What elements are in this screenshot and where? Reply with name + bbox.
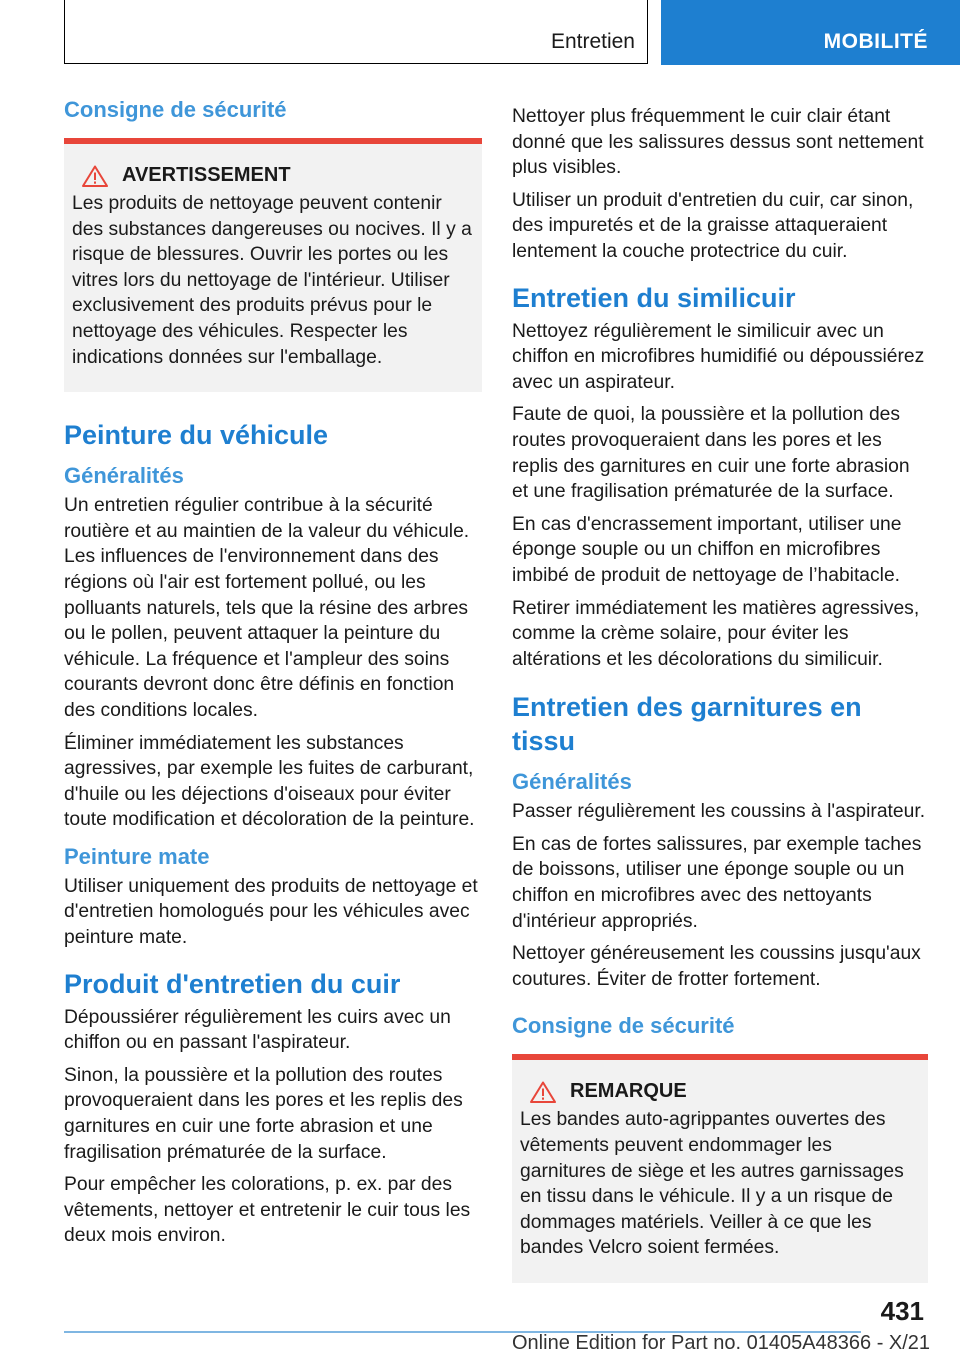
warning-title: AVERTISSEMENT [122,164,291,186]
imitation-paragraph-4: Retirer immédiatement les matières agressives, comme la crème solaire, pour éviter les altérations et les décolorations du similicuir. [512,597,920,670]
header-section-label: Entretien [550,30,635,53]
header-tab-label: MOBILITÉ [823,30,928,53]
fabric-general-heading: Généralités [512,769,632,795]
paint-heading: Peinture du véhicule [64,420,329,451]
leather-heading: Produit d'entretien du cuir [64,968,401,999]
general-paragraph-2: Éliminer immédiatement les substances agressives, par exemple les fuites de carburant, d'huile ou les déjections d'oiseaux pour éviter toute modification et décoloration de la peinture. [64,732,475,831]
leather-paragraph-5: Utiliser un produit d'entretien du cuir, car sinon, des impuretés et de la graisse attaqueraient lentement la couche protectrice du cuir. [512,189,914,262]
imitation-paragraph-2: Faute de quoi, la poussière et la pollution des routes provoqueraient dans les pores et les replis des garnitures en cuir une forte abrasion et une fragilisation prématurée de la surface. [512,404,910,503]
fabric-paragraph-3: Nettoyer généreusement les coussins jusqu'aux coutures. Éviter de frotter fortement. [512,943,921,990]
left-column [64,96,482,1256]
footer-edition: Online Edition for Part no. 01405A48366 - X/21 [512,1332,931,1354]
imitation-paragraph-3: En cas d'encrassement important, utiliser une éponge souple ou un chiffon en microfibres imbibé de produit de nettoyage de l’habitacle. [512,513,902,586]
leather-paragraph-1: Dépoussiérer régulièrement les cuirs avec un chiffon ou en passant l'aspirateur. [64,1006,451,1054]
header-section-box [64,0,648,64]
warning-text: Les produits de nettoyage peuvent contenir des substances dangereuses ou nocives. Il y a risque de blessures. Ouvrir les portes ou les vitres lors du nettoyage de l'intérieur. Utiliser exclusivement des produits prévus pour le nettoyage des véhicules. Respecter les indications données sur l'emballage. [72,193,472,368]
warning-box [64,138,482,392]
leather-paragraph-2: Sinon, la poussière et la pollution des routes provoqueraient dans les pores et les replis des garnitures en cuir une forte abrasion et une fragilisation prématurée de la surface. [64,1064,463,1163]
leather-paragraph-4: Nettoyer plus fréquemment le cuir clair étant donné que les salissures dessus sont nettement plus visibles. [512,106,924,179]
general-paragraph-1: Un entretien régulier contribue à la sécurité routière et au maintien de la valeur du véhicule. Les influences de l'environnement dans des régions où l'air est fortement pollué, ou les polluants naturels, tels que la résine des arbres ou le pollen, peuvent attaquer la peinture du véhicule. La fréquence et l'ampleur des soins courants devront donc être définis en fonction des conditions locales. [64,495,470,721]
matte-heading: Peinture mate [64,843,210,869]
imitation-leather-heading: Entretien du similicuir [512,282,796,313]
fabric-paragraph-2: En cas de fortes salissures, par exemple taches de boissons, utiliser une éponge souple ou un chiffon en microfibres avec des nettoyants d'intérieur appropriés. [512,833,922,932]
warning-triangle-icon [530,1081,556,1103]
fabric-heading: Entretien des garnitures en tissu [512,692,862,757]
matte-paragraph-1: Utiliser uniquement des produits de nettoyage et d'entretien homologués pour les véhicules avec peinture mate. [64,875,478,949]
notice-box [512,1054,928,1283]
safety-heading-left: Consigne de sécurité [64,97,287,122]
leather-paragraph-3: Pour empêcher les colorations, p. ex. par des vêtements, nettoyer et entretenir le cuir tous les deux mois environ. [64,1174,471,1247]
notice-title: REMARQUE [570,1080,687,1103]
notice-text: Les bandes auto-agrippantes ouvertes des vêtements peuvent endommager les garnitures de siège et les autres garnissages en tissu dans le véhicule. Il y a un risque de dommages matériels. Veiller à ce que les bandes Velcro soient fermées. [520,1109,904,1259]
header-tab[interactable] [661,0,960,65]
notice-title-row [520,1080,920,1103]
imitation-paragraph-1: Nettoyez régulièrement le similicuir avec un chiffon en microfibres humidifié ou dépoussiérez avec un aspirateur. [512,320,925,393]
fabric-paragraph-1: Passer régulièrement les coussins à l'aspirateur. [512,801,926,823]
general-heading: Généralités [64,463,184,489]
page-number: 431 [880,1296,924,1326]
right-column [512,104,928,1287]
safety-heading-right: Consigne de sécurité [512,1013,735,1039]
warning-triangle-icon [82,165,108,187]
warning-title-row [72,164,474,187]
